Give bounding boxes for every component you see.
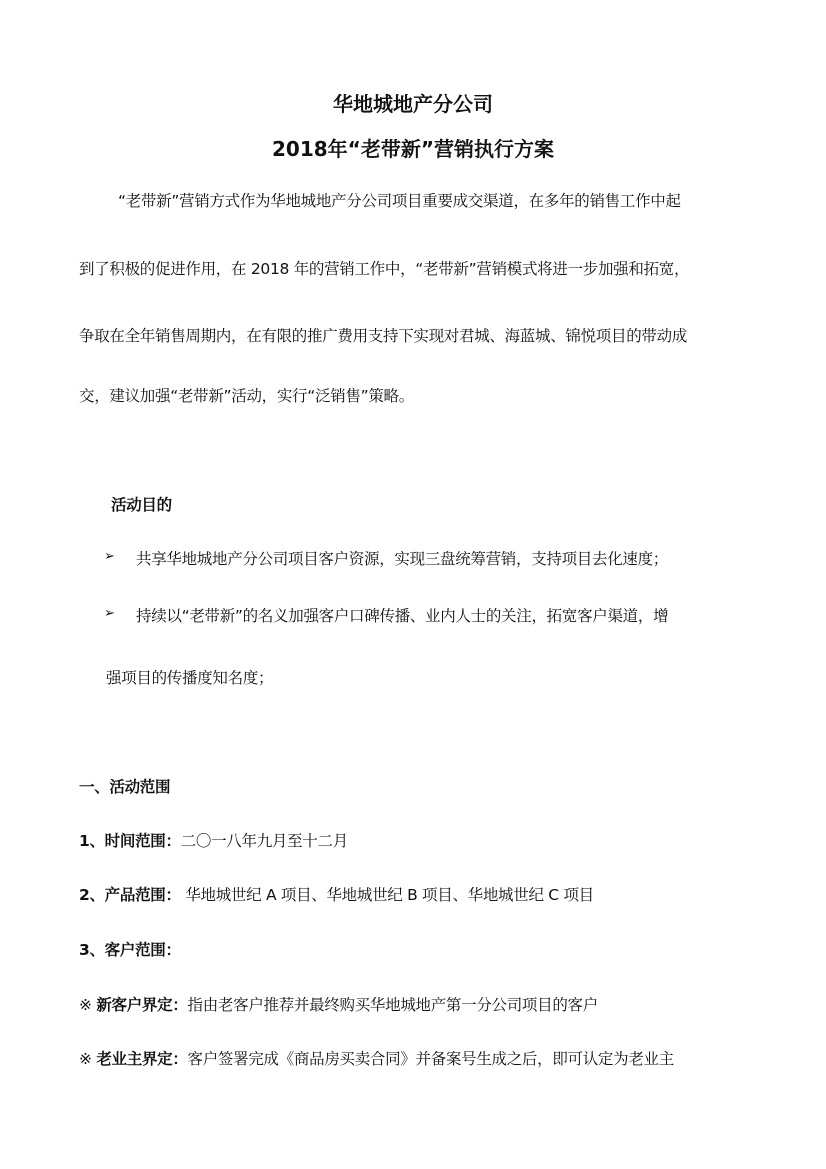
intro-line-3: 争取在全年销售周期内，在有限的推广费用支持下实现对君城、海蓝城、锦悦项目的带动成 xyxy=(79,327,688,345)
intro-line-4: 交，建议加强“老带新”活动，实行“泛销售”策略。 xyxy=(79,387,414,405)
bullet-arrow-icon: ➢ xyxy=(104,549,115,564)
scope-heading: 一、活动范围 xyxy=(79,778,171,796)
purpose-item-2-continuation: 强项目的传播度知名度； xyxy=(106,669,274,687)
old-owner-definition xyxy=(79,1047,674,1069)
purpose-item-1: 共享华地城地产分公司项目客户资源，实现三盘统筹营销，支持项目去化速度； xyxy=(136,550,669,568)
time-scope-label: 1、时间范围： xyxy=(79,832,181,850)
document-subtitle: 2018年“老带新”营销执行方案 xyxy=(272,137,554,161)
product-scope xyxy=(79,883,594,905)
document-title: 华地城地产分公司 xyxy=(333,92,493,116)
reference-mark-icon: ※ xyxy=(79,996,97,1014)
time-scope xyxy=(79,829,348,851)
product-scope-label: 2、产品范围： xyxy=(79,886,181,904)
time-scope-value: 二〇一八年九月至十二月 xyxy=(180,832,348,850)
new-customer-value: 指由老客户推荐并最终购买华地城地产第一分公司项目的客户 xyxy=(187,996,598,1014)
product-scope-value: 华地城世纪 A 项目、华地城世纪 B 项目、华地城世纪 C 项目 xyxy=(180,886,594,904)
purpose-item-2: 持续以“老带新”的名义加强客户口碑传播、业内人士的关注，拓宽客户渠道，增 xyxy=(136,607,669,625)
new-customer-label: 新客户界定： xyxy=(96,996,188,1014)
purpose-heading: 活动目的 xyxy=(111,496,172,514)
intro-line-1: “老带新”营销方式作为华地城地产分公司项目重要成交渠道，在多年的销售工作中起 xyxy=(118,192,681,210)
old-owner-label: 老业主界定： xyxy=(96,1050,188,1068)
new-customer-definition xyxy=(79,993,598,1015)
bullet-arrow-icon: ➢ xyxy=(104,606,115,621)
customer-scope-label: 3、客户范围： xyxy=(79,941,181,959)
old-owner-value: 客户签署完成《商品房买卖合同》并备案号生成之后，即可认定为老业主 xyxy=(187,1050,674,1068)
reference-mark-icon: ※ xyxy=(79,1050,97,1068)
intro-line-2: 到了积极的促进作用，在 2018 年的营销工作中，“老带新”营销模式将进一步加强和拓宽， xyxy=(79,260,690,278)
